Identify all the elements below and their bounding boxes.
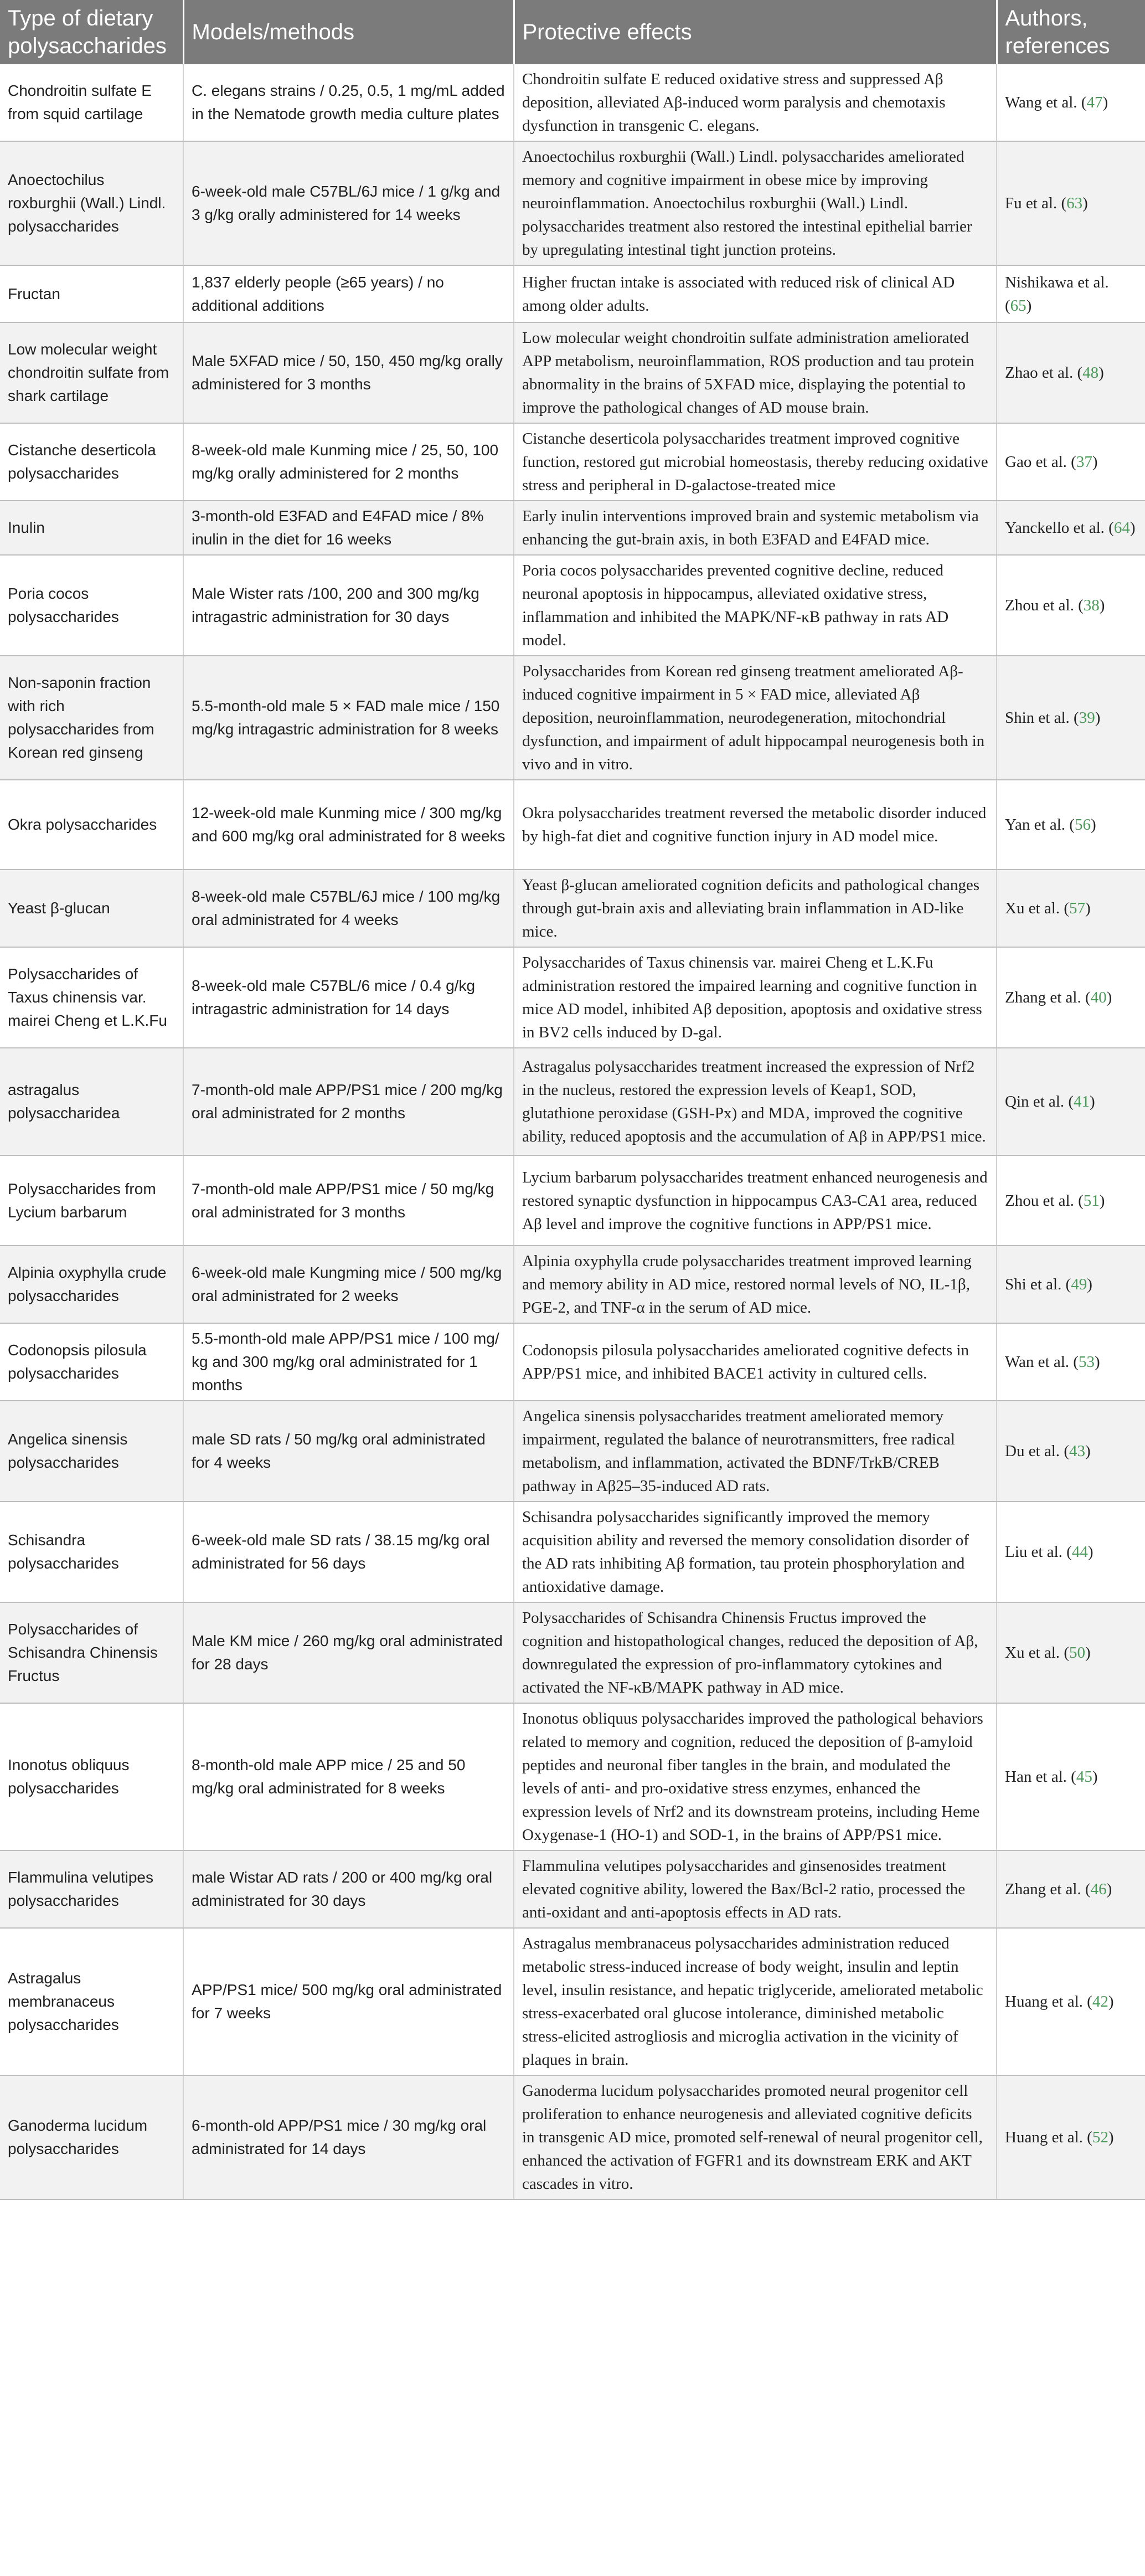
author-name: Liu et al. [1005,1543,1063,1561]
cell-model: Male Wister rats /100, 200 and 300 mg/kg intragastric administration for 30 days [183,555,514,656]
cell-author: Xu et al. (50) [997,1602,1145,1703]
reference-link[interactable]: 56 [1074,816,1091,834]
cell-type: Non-saponin fraction with rich polysaccharides from Korean red ginseng [0,656,183,780]
cell-effect: Inonotus obliquus polysaccharides improved the pathological behaviors related to memory and cognition, reduced the deposition of β-amyloid peptides and neuronal fiber tangles in the brain, and modulated the levels of anti- and pro-oxidative stress enzymes, enhanced the expression levels of Nrf2 and its downstream proteins, including Heme Oxygenase-1 (HO-1) and SOD-1, in the brains of APP/PS1 mice. [514,1703,997,1850]
table-row [0,423,1145,501]
table-header [0,0,1145,64]
cell-model: 12-week-old male Kunming mice / 300 mg/kg and 600 mg/kg oral administrated for 8 weeks [183,780,514,870]
author-name: Zhang et al. [1005,989,1081,1006]
reference-link[interactable]: 41 [1074,1093,1090,1110]
table-row [0,1703,1145,1850]
cell-author: Xu et al. (57) [997,870,1145,947]
cell-type: Astragalus membranaceus polysaccharides [0,1928,183,2075]
table-row [0,2075,1145,2199]
cell-author: Du et al. (43) [997,1401,1145,1502]
cell-type: Yeast β-glucan [0,870,183,947]
author-name: Huang et al. [1005,1993,1083,2011]
cell-effect: Flammulina velutipes polysaccharides and ginsenosides treatment elevated cognitive ability, lowered the Bax/Bcl-2 ratio, processed the anti-oxidant and anti-apoptosis effects in AD rats. [514,1850,997,1928]
reference-link[interactable]: 39 [1079,709,1095,727]
cell-effect: Schisandra polysaccharides significantly improved the memory acquisition ability and reversed the memory consolidation disorder of the AD rats inhibiting Aβ formation, tau protein phosphorylation and antioxidative damage. [514,1502,997,1602]
author-name: Zhou et al. [1005,597,1074,614]
cell-effect: Okra polysaccharides treatment reversed the metabolic disorder induced by high-fat diet and cognitive function injury in AD model mice. [514,780,997,870]
cell-author: Zhang et al. (46) [997,1850,1145,1928]
header-type: Type of dietary polysaccharides [0,0,183,64]
cell-author: Huang et al. (42) [997,1928,1145,2075]
cell-model: Male 5XFAD mice / 50, 150, 450 mg/kg orally administered for 3 months [183,322,514,423]
cell-author: Wan et al. (53) [997,1323,1145,1401]
reference-link[interactable]: 57 [1069,899,1085,917]
cell-author: Shin et al. (39) [997,656,1145,780]
cell-model: 3-month-old E3FAD and E4FAD mice / 8% inulin in the diet for 16 weeks [183,501,514,555]
cell-author: Shi et al. (49) [997,1246,1145,1323]
cell-effect: Anoectochilus roxburghii (Wall.) Lindl. polysaccharides ameliorated memory and cognitive impairment in obese mice by improving neuroinflammation. Anoectochilus roxburghii (Wall.) Lindl. polysaccharides treatment also restored the intestinal epithelial barrier by upregulating intestinal tight junction proteins. [514,141,997,265]
cell-model: 5.5-month-old male APP/PS1 mice / 100 mg/ kg and 300 mg/kg oral administrated for 1 months [183,1323,514,1401]
cell-model: 6-month-old APP/PS1 mice / 30 mg/kg oral administrated for 14 days [183,2075,514,2199]
cell-effect: Yeast β-glucan ameliorated cognition deficits and pathological changes through gut-brain axis and alleviating brain inflammation in AD-like mice. [514,870,997,947]
author-name: Qin et al. [1005,1093,1065,1110]
author-name: Wan et al. [1005,1353,1070,1371]
cell-effect: Ganoderma lucidum polysaccharides promoted neural progenitor cell proliferation to enhance neurogenesis and alleviated cognitive deficits in transgenic AD mice, promoted self-renewal of neural progenitor cell, enhanced the activation of FGFR1 and its downstream ERK and AKT cascades in vitro. [514,2075,997,2199]
table-row [0,1048,1145,1155]
reference-link[interactable]: 64 [1113,519,1130,537]
cell-type: Schisandra polysaccharides [0,1502,183,1602]
table-row [0,64,1145,141]
cell-model: 8-month-old male APP mice / 25 and 50 mg/kg oral administrated for 8 weeks [183,1703,514,1850]
cell-model: 7-month-old male APP/PS1 mice / 50 mg/kg oral administrated for 3 months [183,1155,514,1246]
cell-type: Low molecular weight chondroitin sulfate from shark cartilage [0,322,183,423]
cell-author: Zhou et al. (38) [997,555,1145,656]
cell-type: Polysaccharides from Lycium barbarum [0,1155,183,1246]
author-name: Zhou et al. [1005,1191,1074,1210]
cell-effect: Polysaccharides of Taxus chinensis var. mairei Cheng et L.K.Fu administration restored the impaired learning and cognitive function in mice AD model, inhibited Aβ deposition, apoptosis and oxidative stress in BV2 cells induced by D-gal. [514,947,997,1048]
author-name: Yan et al. [1005,816,1066,834]
reference-link[interactable]: 50 [1069,1644,1085,1662]
cell-effect: Lycium barbarum polysaccharides treatment enhanced neurogenesis and restored synaptic dysfunction in hippocampus CA3-CA1 area, reduced Aβ level and improve the cognitive functions in APP/PS1 mice. [514,1155,997,1246]
cell-type: astragalus polysaccharidea [0,1048,183,1155]
author-name: Shin et al. [1005,709,1070,727]
cell-effect: Early inulin interventions improved brain and systemic metabolism via enhancing the gut-brain axis, in both E3FAD and E4FAD mice. [514,501,997,555]
author-name: Zhang et al. [1005,1880,1081,1898]
table-row [0,1401,1145,1502]
author-name: Du et al. [1005,1442,1060,1460]
cell-effect: Polysaccharides of Schisandra Chinensis Fructus improved the cognition and histopathological changes, reduced the deposition of Aβ, downregulated the expression of pro-inflammatory cytokines and activated the NF-κB/MAPK pathway in AD mice. [514,1602,997,1703]
cell-effect: Higher fructan intake is associated with reduced risk of clinical AD among older adults. [514,265,997,322]
cell-author: Han et al. (45) [997,1703,1145,1850]
table-row [0,1246,1145,1323]
author-name: Fu et al. [1005,194,1058,212]
cell-type: Polysaccharides of Taxus chinensis var. mairei Cheng et L.K.Fu [0,947,183,1048]
table-row [0,656,1145,780]
cell-effect: Angelica sinensis polysaccharides treatment ameliorated memory impairment, regulated the balance of neurotransmitters, free radical metabolism, and inflammation, activated the BDNF/TrkB/CREB pathway in Aβ25–35-induced AD rats. [514,1401,997,1502]
cell-effect: Codonopsis pilosula polysaccharides ameliorated cognitive defects in APP/PS1 mice, and inhibited BACE1 activity in cultured cells. [514,1323,997,1401]
cell-type: Inulin [0,501,183,555]
author-name: Gao et al. [1005,453,1067,471]
reference-link[interactable]: 42 [1092,1993,1108,2011]
reference-link[interactable]: 49 [1071,1276,1087,1293]
reference-link[interactable]: 53 [1078,1353,1095,1371]
reference-link[interactable]: 47 [1086,94,1103,111]
table-row [0,141,1145,265]
cell-effect: Cistanche deserticola polysaccharides treatment improved cognitive function, restored gut microbial homeostasis, thereby reducing oxidative stress and peripheral in D-galactose-treated mice [514,423,997,501]
cell-type: Polysaccharides of Schisandra Chinensis Fructus [0,1602,183,1703]
author-name: Han et al. [1005,1768,1067,1786]
cell-effect: Astragalus membranaceus polysaccharides administration reduced metabolic stress-induced increase of body weight, insulin and leptin level, insulin resistance, and hepatic triglyceride, ameliorated metabolic stress-exacerbated oral glucose intolerance, diminished metabolic stress-elicited astrogliosis and microglia activation in the vicinity of plaques in brain. [514,1928,997,2075]
cell-author: Liu et al. (44) [997,1502,1145,1602]
cell-effect: Alpinia oxyphylla crude polysaccharides treatment improved learning and memory ability in AD mice, restored normal levels of NO, IL-1β, PGE-2, and TNF-α in the serum of AD mice. [514,1246,997,1323]
reference-link[interactable]: 44 [1071,1543,1088,1561]
cell-author: Zhao et al. (48) [997,322,1145,423]
cell-effect: Polysaccharides from Korean red ginseng treatment ameliorated Aβ-induced cognitive impairment in 5 × FAD mice, alleviated Aβ deposition, neuroinflammation, neurodegeneration, mitochondrial dysfunction, and impairment of adult hippocampal neurogenesis both in vivo and in vitro. [514,656,997,780]
table-row [0,1928,1145,2075]
cell-type: Angelica sinensis polysaccharides [0,1401,183,1502]
cell-model: APP/PS1 mice/ 500 mg/kg oral administrated for 7 weeks [183,1928,514,2075]
table-row [0,322,1145,423]
author-name: Zhao et al. [1005,364,1074,382]
reference-link[interactable]: 51 [1083,1191,1100,1210]
cell-model: Male KM mice / 260 mg/kg oral administrated for 28 days [183,1602,514,1703]
cell-author: Qin et al. (41) [997,1048,1145,1155]
cell-type: Flammulina velutipes polysaccharides [0,1850,183,1928]
cell-model: male SD rats / 50 mg/kg oral administrated for 4 weeks [183,1401,514,1502]
reference-link[interactable]: 40 [1090,989,1107,1006]
cell-author: Yanckello et al. (64) [997,501,1145,555]
author-name: Huang et al. [1005,2128,1083,2146]
header-row [0,0,1145,64]
cell-model: male Wistar AD rats / 200 or 400 mg/kg oral administrated for 30 days [183,1850,514,1928]
cell-type: Fructan [0,265,183,322]
author-name: Xu et al. [1005,1644,1060,1662]
table-row [0,1502,1145,1602]
reference-link[interactable]: 65 [1010,296,1027,315]
reference-link[interactable]: 63 [1066,194,1083,212]
cell-type: Codonopsis pilosula polysaccharides [0,1323,183,1401]
cell-effect: Poria cocos polysaccharides prevented cognitive decline, reduced neuronal apoptosis in hippocampus, alleviated oxidative stress, inflammation and inhibited the MAPK/NF-κB pathway in rats AD model. [514,555,997,656]
table-row [0,947,1145,1048]
reference-link[interactable]: 52 [1092,2128,1108,2146]
header-authors: Authors, references [997,0,1145,64]
table-row [0,1850,1145,1928]
cell-author: Fu et al. (63) [997,141,1145,265]
author-name: Yanckello et al. [1005,519,1105,537]
author-name: Shi et al. [1005,1276,1062,1293]
cell-author: Zhang et al. (40) [997,947,1145,1048]
table-row [0,555,1145,656]
reference-link[interactable]: 38 [1083,597,1100,614]
cell-type: Anoectochilus roxburghii (Wall.) Lindl. polysaccharides [0,141,183,265]
author-name: Xu et al. [1005,899,1060,917]
cell-model: 7-month-old male APP/PS1 mice / 200 mg/kg oral administrated for 2 months [183,1048,514,1155]
table-row [0,1323,1145,1401]
reference-link[interactable]: 43 [1069,1442,1085,1460]
author-name: Wang et al. [1005,94,1077,111]
cell-model: 6-week-old male Kungming mice / 500 mg/kg oral administrated for 2 weeks [183,1246,514,1323]
cell-author: Zhou et al. (51) [997,1155,1145,1246]
cell-model: 1,837 elderly people (≥65 years) / no additional additions [183,265,514,322]
author-name: Nishikawa et al. [1005,273,1109,291]
reference-link[interactable]: 48 [1082,364,1099,382]
reference-link[interactable]: 46 [1090,1880,1107,1898]
cell-author: Gao et al. (37) [997,423,1145,501]
cell-effect: Low molecular weight chondroitin sulfate administration ameliorated APP metabolism, neuroinflammation, ROS production and tau protein abnormality in the brains of 5XFAD mice, displaying the potential to improve the pathological changes of AD mouse brain. [514,322,997,423]
table-row [0,870,1145,947]
cell-type: Okra polysaccharides [0,780,183,870]
cell-type: Alpinia oxyphylla crude polysaccharides [0,1246,183,1323]
cell-author: Nishikawa et al. (65) [997,265,1145,322]
reference-link[interactable]: 45 [1076,1768,1092,1786]
cell-author: Yan et al. (56) [997,780,1145,870]
cell-author: Wang et al. (47) [997,64,1145,141]
cell-model: 5.5-month-old male 5 × FAD male mice / 150 mg/kg intragastric administration for 8 weeks [183,656,514,780]
header-models: Models/methods [183,0,514,64]
cell-type: Poria cocos polysaccharides [0,555,183,656]
header-effects: Protective effects [514,0,997,64]
cell-type: Cistanche deserticola polysaccharides [0,423,183,501]
table-row [0,1155,1145,1246]
cell-model: 6-week-old male SD rats / 38.15 mg/kg oral administrated for 56 days [183,1502,514,1602]
cell-model: 8-week-old male Kunming mice / 25, 50, 100 mg/kg orally administered for 2 months [183,423,514,501]
table-body [0,64,1145,2199]
cell-model: C. elegans strains / 0.25, 0.5, 1 mg/mL added in the Nematode growth media culture plates [183,64,514,141]
table-row [0,780,1145,870]
cell-author: Huang et al. (52) [997,2075,1145,2199]
table-row [0,265,1145,322]
cell-type: Ganoderma lucidum polysaccharides [0,2075,183,2199]
cell-effect: Chondroitin sulfate E reduced oxidative stress and suppressed Aβ deposition, alleviated Aβ-induced worm paralysis and chemotaxis dysfunction in transgenic C. elegans. [514,64,997,141]
reference-link[interactable]: 37 [1076,453,1092,471]
cell-effect: Astragalus polysaccharides treatment increased the expression of Nrf2 in the nucleus, restored the expression levels of Keap1, SOD, glutathione peroxidase (GSH-Px) and MDA, improved the cognitive ability, reduced apoptosis and the accumulation of Aβ in APP/PS1 mice. [514,1048,997,1155]
table-row [0,1602,1145,1703]
cell-type: Inonotus obliquus polysaccharides [0,1703,183,1850]
table-row [0,501,1145,555]
cell-model: 8-week-old male C57BL/6J mice / 100 mg/kg oral administrated for 4 weeks [183,870,514,947]
cell-type: Chondroitin sulfate E from squid cartilage [0,64,183,141]
cell-model: 8-week-old male C57BL/6 mice / 0.4 g/kg intragastric administration for 14 days [183,947,514,1048]
cell-model: 6-week-old male C57BL/6J mice / 1 g/kg and 3 g/kg orally administered for 14 weeks [183,141,514,265]
